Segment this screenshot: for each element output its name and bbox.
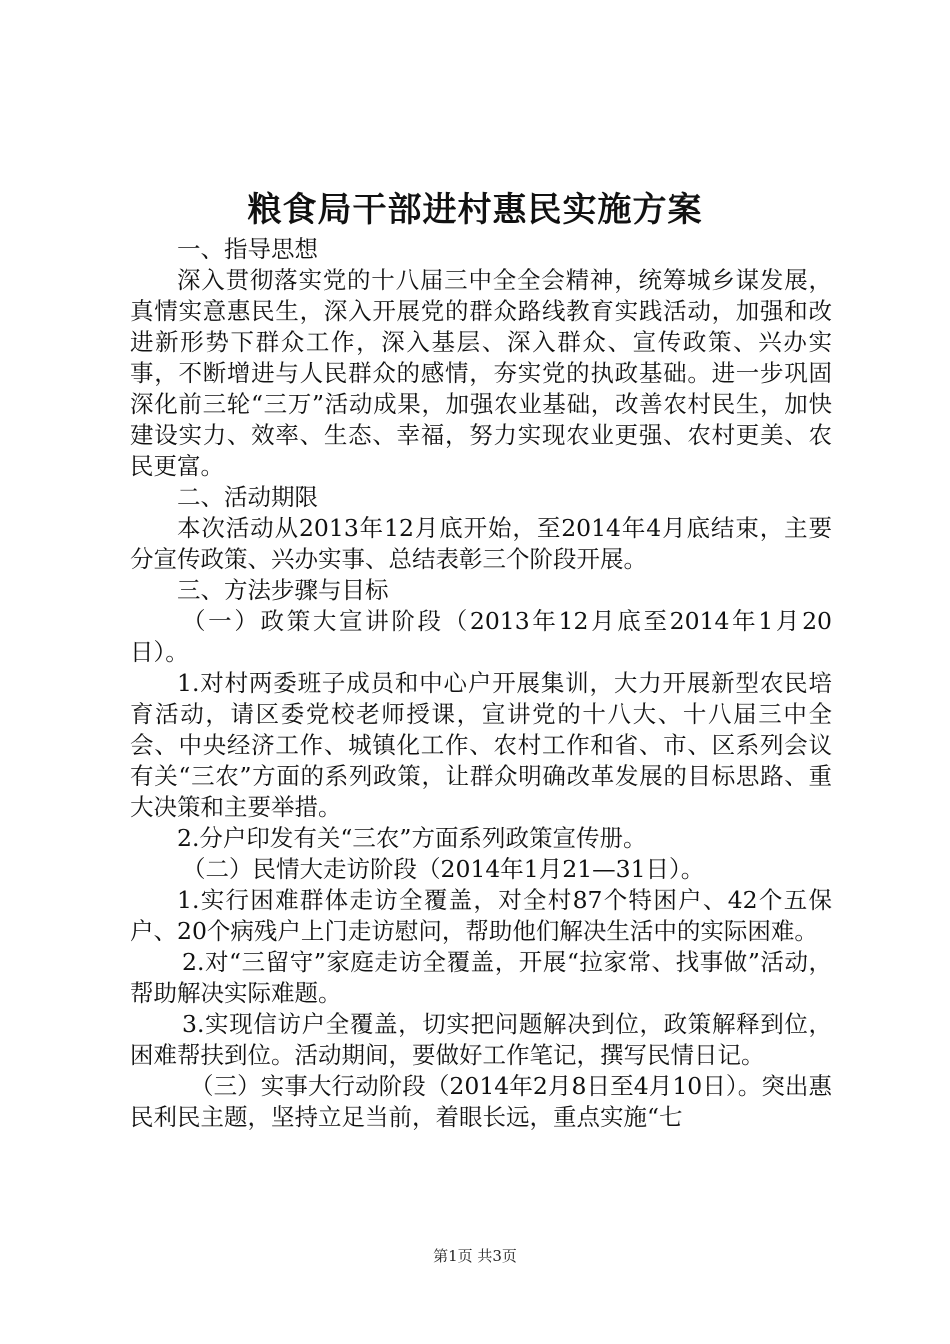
subsection-heading-visit-campaign: （二）民情大走访阶段（2014年1月21—31日）。 <box>182 855 705 883</box>
section-heading-methods-steps: 三、方法步骤与目标 <box>177 576 389 604</box>
subsection-heading-action-campaign: （三）实事大行动阶段（2014年2月8日至4月10日）。突出惠民利民主题，坚持立足当前，着眼长远，重点实施“七 <box>130 1072 832 1131</box>
document-title: 粮食局干部进村惠民实施方案 <box>247 190 703 230</box>
paragraph-guiding-ideology: 深入贯彻落实党的十八届三中全全会精神，统筹城乡谋发展，真情实意惠民生，深入开展党的群众路线教育实践活动，加强和改进新形势下群众工作，深入基层、深入群众、宣传政策、兴办实事，不断增进与人民群众的感情，夯实党的执政基础。进一步巩固深化前三轮“三万”活动成果，加强农业基础，改善农村民生，加快建设实力、效率、生态、幸福，努力实现农业更强、农村更美、农民更富。 <box>130 266 832 480</box>
page-footer: 第1页 共3页 <box>433 1247 517 1265</box>
paragraph-activity-period: 本次活动从2013年12月底开始，至2014年4月底结束，主要分宣传政策、兴办实事、总结表彰三个阶段开展。 <box>130 514 832 573</box>
section-heading-guiding-ideology: 一、指导思想 <box>177 235 318 263</box>
paragraph-visit-item-2: 2.对“三留守”家庭走访全覆盖，开展“拉家常、找事做”活动，帮助解决实际难题。 <box>130 948 832 1007</box>
paragraph-visit-item-3: 3.实现信访户全覆盖，切实把问题解决到位，政策解释到位，困难帮扶到位。活动期间，要做好工作笔记，撰写民情日记。 <box>130 1010 832 1069</box>
subsection-heading-policy-campaign: （一）政策大宣讲阶段（2013年12月底至2014年1月20日）。 <box>130 607 832 666</box>
section-heading-activity-period: 二、活动期限 <box>177 483 318 511</box>
paragraph-policy-item-1: 1.对村两委班子成员和中心户开展集训，大力开展新型农民培育活动，请区委党校老师授课，宣讲党的十八大、十八届三中全会、中央经济工作、城镇化工作、农村工作和省、市、区系列会议有关“三农”方面的系列政策，让群众明确改革发展的目标思路、重大决策和主要举措。 <box>130 669 832 821</box>
paragraph-visit-item-1: 1.实行困难群体走访全覆盖，对全村87个特困户、42个五保户、20个病残户上门走访慰问，帮助他们解决生活中的实际困难。 <box>130 886 832 945</box>
paragraph-policy-item-2: 2.分户印发有关“三农”方面系列政策宣传册。 <box>177 824 647 852</box>
document-body <box>130 234 832 1133</box>
